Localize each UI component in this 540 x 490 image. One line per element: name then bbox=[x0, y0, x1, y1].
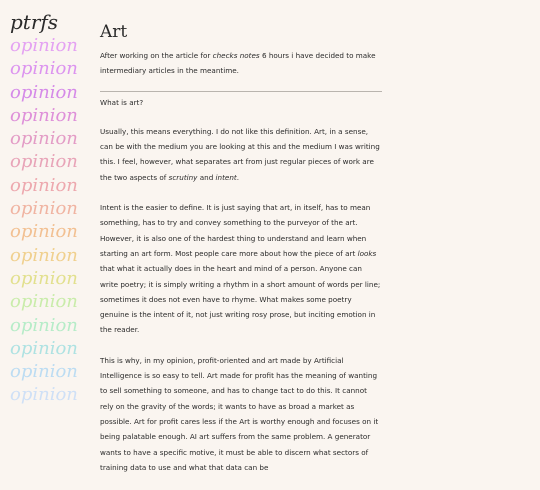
intro-text-end: 6 hours i have decided to make intermediary articles in the meantime. bbox=[100, 51, 376, 76]
paragraph-2 bbox=[100, 200, 382, 338]
sidebar bbox=[10, 10, 90, 407]
nav-item-opinion[interactable]: opinion bbox=[10, 35, 78, 56]
paragraph-text: . bbox=[236, 172, 240, 182]
site-title-link[interactable]: ptrfs bbox=[10, 10, 59, 34]
paragraph-text: and bbox=[197, 172, 216, 182]
nav-list bbox=[10, 34, 90, 407]
nav-item-opinion[interactable]: opinion bbox=[10, 174, 78, 196]
section-heading: What is art? bbox=[100, 97, 144, 107]
nav-item-opinion[interactable]: opinion bbox=[10, 104, 78, 126]
nav-item-opinion[interactable]: opinion bbox=[10, 384, 78, 406]
nav-item-opinion[interactable]: opinion bbox=[10, 151, 78, 173]
paragraph-text: that what it actually does in the heart and mind of a person. Anyone can write poetry; it is simply writing a rhythm in a short amount of words per line; sometimes it does not even have to rhyme. What makes some poetry genuine is the intent of it, not just writing rosy prose, but inciting emotion in the reader. bbox=[100, 264, 381, 335]
emphasis-looks: looks bbox=[357, 248, 377, 258]
paragraph-3: This is why, in my opinion, profit-oriented and art made by Artificial Intelligence is so easy to tell. Art made for profit has the meaning of wanting to sell something to someone, and has to change tact to do this. It cannot rely on the gravity of the words; it wants to have as broad a market as possible. Art for profit cares less if the Art is worthy enough and focuses on it being palatable enough. AI art suffers from the same problem. A generator wants to have a specific motive, it must be able to discern what sectors of training data to use and what that data can be bbox=[100, 355, 379, 472]
emphasis-intent: intent bbox=[215, 172, 237, 182]
nav-item-opinion[interactable]: opinion bbox=[10, 361, 78, 383]
emphasis-scrutiny: scrutiny bbox=[168, 172, 198, 182]
paragraph-1 bbox=[100, 124, 382, 185]
nav-item-opinion[interactable]: opinion bbox=[10, 314, 78, 336]
intro-text: After working on the article for bbox=[100, 51, 213, 60]
nav-item-opinion[interactable]: opinion bbox=[10, 58, 78, 80]
intro-emphasis: checks notes bbox=[212, 51, 260, 60]
nav-item-opinion[interactable]: opinion bbox=[10, 244, 78, 266]
nav-item-opinion[interactable]: opinion bbox=[10, 198, 78, 220]
divider bbox=[100, 91, 382, 92]
article bbox=[100, 22, 382, 490]
nav-item-opinion[interactable]: opinion bbox=[10, 128, 78, 150]
nav-item-opinion[interactable]: opinion bbox=[10, 337, 78, 359]
nav-item-opinion[interactable]: opinion bbox=[10, 221, 78, 243]
paragraph-text: Intent is the easier to define. It is just saying that art, in itself, has to mean something, has to try and convey something to the purveyor of the art. However, it is also one of the hardest thing to understand and learn when starting an art form. Most people care more about how the piece of art bbox=[100, 203, 371, 258]
nav-item-opinion[interactable]: opinion bbox=[10, 291, 78, 313]
nav-item-opinion[interactable]: opinion bbox=[10, 267, 78, 289]
nav-item-opinion[interactable]: opinion bbox=[10, 81, 78, 103]
intro-paragraph bbox=[100, 48, 382, 79]
page-title: Art bbox=[100, 22, 128, 42]
paragraph-text: Usually, this means everything. I do not like this definition. Art, in a sense, can be with the medium you are looking at this and the medium I was writing this. I feel, however, what separates art from just regular pieces of work are the two aspects of bbox=[100, 126, 380, 182]
